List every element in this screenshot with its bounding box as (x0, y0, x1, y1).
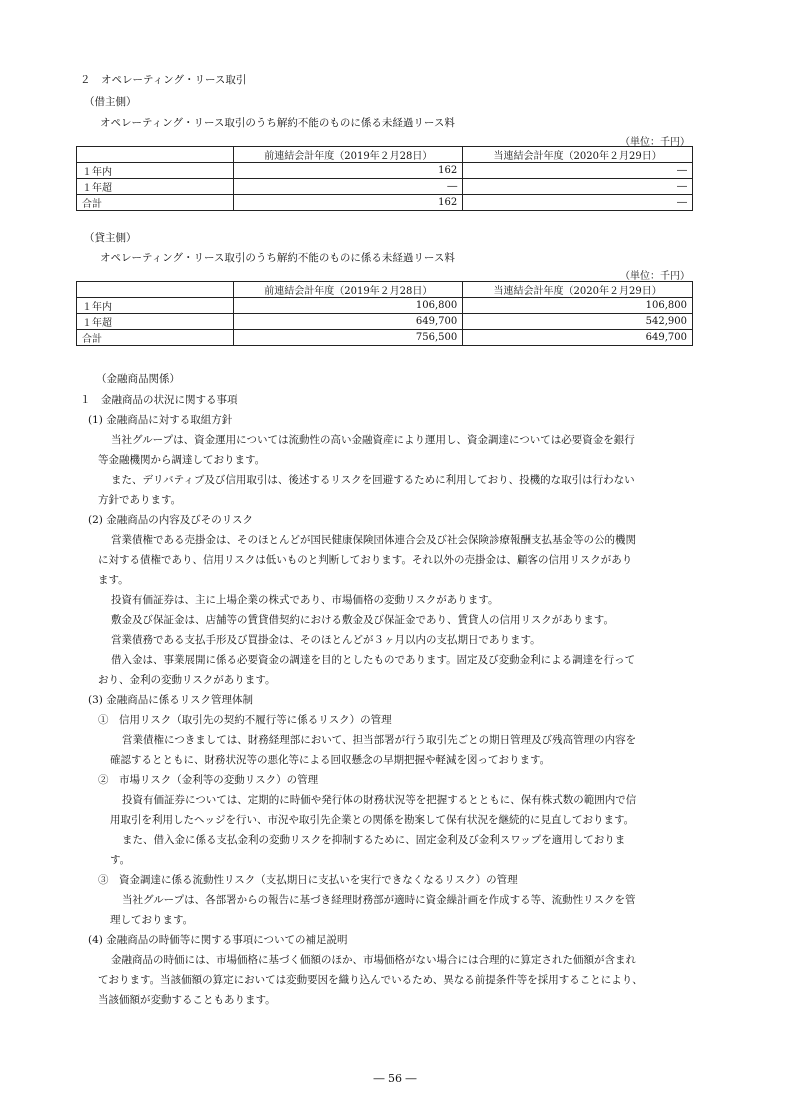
table-header-cell: 前連結会計年度（2019年２月28日） (234, 147, 463, 163)
paragraph-line: 当社グループは、資金運用については流動性の高い金融資産により運用し、資金調達については必要資金を銀行 (111, 434, 635, 446)
lessee-unit: （単位：千円） (620, 137, 690, 148)
table-row (77, 314, 693, 330)
table-row (77, 179, 693, 195)
lessee-subtitle: オペレーティング・リース取引のうち解約不能のものに係る未経過リース料 (100, 117, 455, 129)
paragraph-line: 営業債権につきましては、財務経理部において、担当部署が行う取引先ごとの期日管理及び残高管理の内容を (122, 734, 637, 746)
financial-title: （金融商品関係） (96, 373, 180, 385)
paragraph-line: ております。当該価額の算定においては変動要因を織り込んでいるため、異なる前提条件等を採用することにより、 (98, 974, 643, 986)
table-header-cell (77, 282, 234, 298)
paragraph-line: 用取引を利用したヘッジを行い、市況や取引先企業との関係を勘案して保有状況を継続的に見直しております。 (110, 814, 635, 826)
subsection-3-title: (3) 金融商品に係るリスク管理体制 (88, 694, 254, 706)
paragraph-line: 借入金は、事業展開に係る必要資金の調達を目的としたものであります。固定及び変動金利による調達を行って (111, 654, 636, 666)
table-cell: 542,900 (463, 314, 693, 330)
table-header-cell: 前連結会計年度（2019年２月28日） (234, 282, 463, 298)
table-header-row (77, 147, 693, 163)
table-row (77, 163, 693, 179)
paragraph-line: に対する債権であり、信用リスクは低いものと判断しております。それ以外の売掛金は、顧客の信用リスクがあり (98, 554, 633, 566)
subsection-4-title: (4) 金融商品の時価等に関する事項についての補足説明 (88, 934, 348, 946)
row-label: １年超 (77, 179, 234, 195)
risk-item-title: ③ 資金調達に係る流動性リスク（支払期日に支払いを実行できなくなるリスク）の管理 (98, 874, 518, 886)
table-row (77, 298, 693, 314)
paragraph-line: また、借入金に係る支払金利の変動リスクを抑制するために、固定金利及び金利スワップを適用しておりま (122, 834, 626, 846)
row-label: 合計 (77, 330, 234, 346)
paragraph-line: 投資有価証券は、主に上場企業の株式であり、市場価格の変動リスクがあります。 (111, 594, 499, 606)
paragraph-line: 金融商品の時価には、市場価格に基づく価額のほか、市場価格がない場合には合理的に算定された価額が含まれ (111, 954, 636, 966)
paragraph-line: 営業債務である支払手形及び買掛金は、そのほとんどが３ヶ月以内の支払期日であります。 (111, 634, 541, 646)
lessor-unit: （単位：千円） (620, 271, 690, 282)
paragraph-line: 理しております。 (110, 914, 194, 926)
financial-item-1: １ 金融商品の状況に関する事項 (80, 394, 238, 406)
paragraph-line: 敷金及び保証金は、店舗等の賃貸借契約における敷金及び保証金であり、賃貸人の信用リスクがあります。 (111, 614, 614, 626)
table-cell: 106,800 (234, 298, 463, 314)
paragraph-line: 当社グループは、各部署からの報告に基づき経理財務部が適時に資金繰計画を作成する等、流動性リスクを管 (122, 894, 636, 906)
table-cell: 162 (234, 195, 463, 211)
table-header-row (77, 282, 693, 298)
paragraph-line: 当該価額が変動することもあります。 (98, 994, 276, 1006)
table-cell: 649,700 (234, 314, 463, 330)
table-cell: ― (463, 179, 693, 195)
paragraph-line: 投資有価証券については、定期的に時価や発行体の財務状況等を把握するとともに、保有株式数の範囲内で信 (122, 794, 637, 806)
paragraph-line: おり、金利の変動リスクがあります。 (98, 674, 276, 686)
risk-item-title: ① 信用リスク（取引先の契約不履行等に係るリスク）の管理 (98, 714, 392, 726)
lessor-subtitle: オペレーティング・リース取引のうち解約不能のものに係る未経過リース料 (100, 252, 455, 264)
risk-item-title: ② 市場リスク（金利等の変動リスク）の管理 (98, 774, 319, 786)
row-label: 合計 (77, 195, 234, 211)
lessee-table (76, 146, 693, 211)
lessor-table (76, 281, 693, 346)
lessor-label: （貸主側） (84, 232, 137, 244)
table-cell: 756,500 (234, 330, 463, 346)
page-number: ― 56 ― (373, 1072, 417, 1085)
table-cell: ― (234, 179, 463, 195)
table-cell: 649,700 (463, 330, 693, 346)
table-row (77, 195, 693, 211)
subsection-2-title: (2) 金融商品の内容及びそのリスク (88, 514, 254, 526)
paragraph-line: ます。 (98, 574, 129, 586)
table-cell: 106,800 (463, 298, 693, 314)
table-cell: ― (463, 163, 693, 179)
table-cell: 162 (234, 163, 463, 179)
paragraph-line: 方針であります。 (98, 494, 182, 506)
table-cell: ― (463, 195, 693, 211)
paragraph-line: 営業債権である売掛金は、そのほとんどが国民健康保険団体連合会及び社会保険診療報酬支払基金等の公的機関 (111, 534, 636, 546)
subsection-1-title: (1) 金融商品に対する取組方針 (88, 414, 233, 426)
paragraph-line: す。 (110, 854, 131, 866)
table-header-cell: 当連結会計年度（2020年２月29日） (463, 282, 693, 298)
table-header-cell: 当連結会計年度（2020年２月29日） (463, 147, 693, 163)
table-header-cell (77, 147, 234, 163)
row-label: １年内 (77, 163, 234, 179)
row-label: １年内 (77, 298, 234, 314)
table-row (77, 330, 693, 346)
row-label: １年超 (77, 314, 234, 330)
lessee-label: （借主側） (84, 96, 137, 108)
paragraph-line: 確認するとともに、財務状況等の悪化等による回収懸念の早期把握や軽減を図っております。 (110, 754, 551, 766)
paragraph-line: また、デリバティブ及び信用取引は、後述するリスクを回避するために利用しており、投機的な取引は行わない (111, 474, 635, 486)
section-heading: ２ オペレーティング・リース取引 (80, 74, 247, 86)
paragraph-line: 等金融機関から調達しております。 (98, 454, 266, 466)
